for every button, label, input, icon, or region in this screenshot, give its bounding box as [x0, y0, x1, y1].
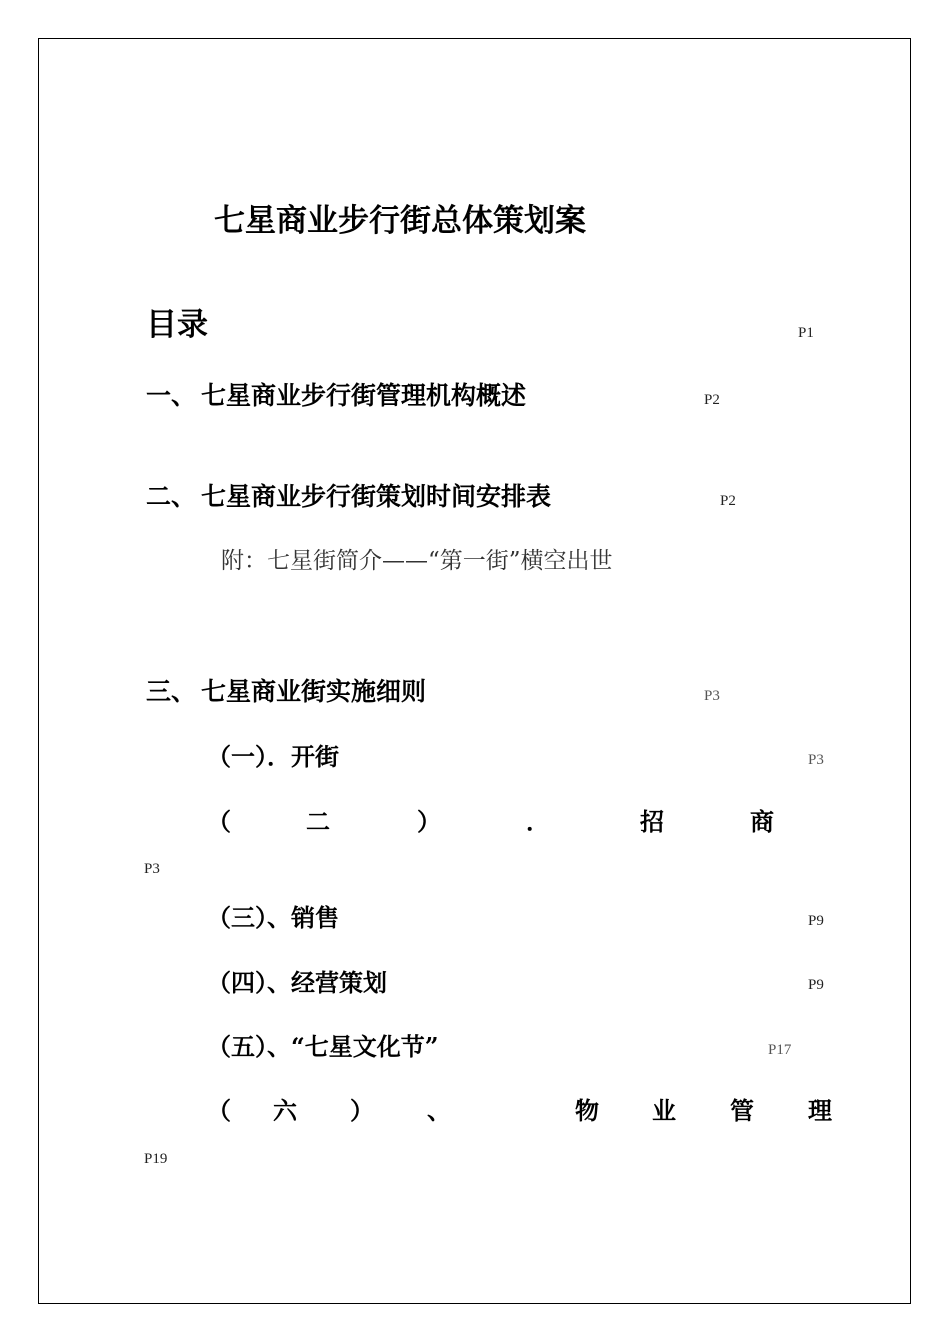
subsection-4-label: （四）、经营策划 — [207, 968, 387, 997]
document-title: 七星商业步行街总体策划案 — [214, 203, 586, 239]
subsection-6-part: 业 — [652, 1096, 676, 1125]
subsection-2-part: 二 — [306, 807, 330, 836]
section-2-label: 七星商业步行街策划时间安排表 — [201, 482, 552, 511]
section-2-number: 二、 — [146, 482, 197, 511]
subsection-3-label: （三）、销售 — [207, 903, 339, 932]
subsection-6-page: P19 — [144, 1151, 168, 1167]
subsection-2-part: （ — [207, 807, 231, 836]
subsection-2-part: 商 — [750, 807, 774, 836]
section-1-label: 七星商业步行街管理机构概述 — [201, 381, 527, 410]
toc-heading-page: P1 — [798, 325, 814, 341]
section-1-page: P2 — [704, 392, 720, 408]
subsection-1-page: P3 — [808, 752, 824, 768]
section-3-page: P3 — [704, 688, 720, 704]
subsection-2-part: ） — [417, 807, 441, 836]
subsection-5-page: P17 — [768, 1042, 792, 1058]
subsection-2-part: ． — [526, 807, 550, 836]
subsection-6-part: 、 — [427, 1096, 451, 1125]
subsection-5-label: （五）、“七星文化节” — [207, 1032, 439, 1061]
subsection-4-page: P9 — [808, 977, 824, 993]
appendix-note: 附：七星街简介——“第一街”横空出世 — [221, 548, 613, 574]
subsection-2-page: P3 — [144, 861, 160, 877]
toc-heading: 目录 — [146, 307, 208, 343]
subsection-6-part: （ — [207, 1096, 231, 1125]
subsection-6-part: 理 — [808, 1096, 832, 1125]
section-2-page: P2 — [720, 493, 736, 509]
subsection-3-page: P9 — [808, 913, 824, 929]
subsection-1-label: （一）．开街 — [207, 742, 339, 771]
subsection-6-part: 物 — [575, 1096, 599, 1125]
section-1-number: 一、 — [146, 381, 197, 410]
section-3-number: 三、 — [146, 677, 197, 706]
section-3-label: 七星商业街实施细则 — [201, 677, 427, 706]
subsection-6-part: 管 — [730, 1096, 754, 1125]
subsection-6-part: ） — [350, 1096, 374, 1125]
subsection-6-part: 六 — [273, 1096, 297, 1125]
subsection-2-part: 招 — [640, 807, 664, 836]
